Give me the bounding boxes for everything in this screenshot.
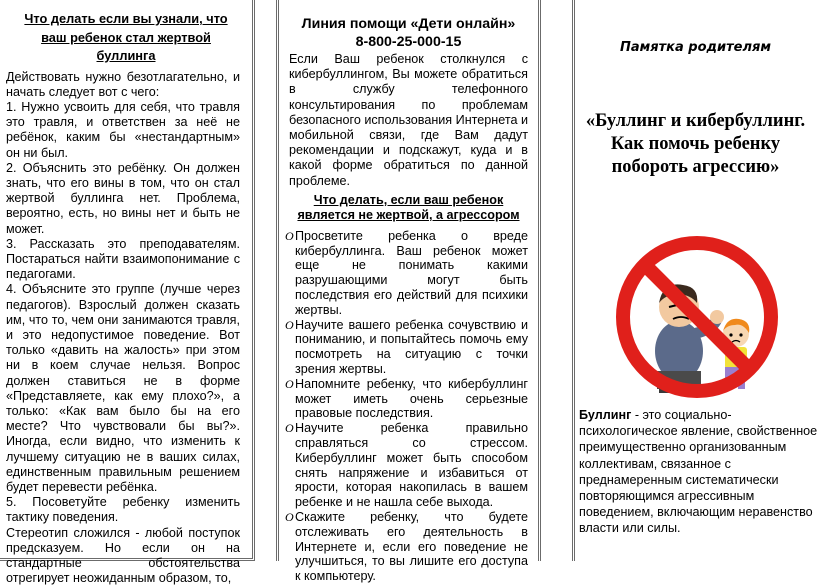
- victim-advice-paragraph: 2. Объяснить это ребёнку. Он должен знать, что его вины в том, что он стал жертвой буллинга нет. Проблема, вероятно, есть, но вины нет и быть не может.: [6, 161, 240, 237]
- victim-advice-paragraph: 1. Нужно усвоить для себя, что травля это травля, и ответствен за неё не ребёнок, каким бы «нестандартным» он ни был.: [6, 100, 240, 161]
- helpline-name: Линия помощи «Дети онлайн»: [285, 15, 532, 33]
- helpline-phone: 8-800-25-000-15: [285, 33, 532, 51]
- bullet-icon: O: [285, 229, 295, 318]
- list-item: [285, 318, 528, 377]
- aggressor-advice-title: Что делать, если ваш ребенок является не жертвой, а агрессором: [289, 193, 528, 223]
- victim-advice-paragraph: 5. Посоветуйте ребенку изменить тактику поведения.: [6, 495, 240, 525]
- list-item-text: Научите ребенка правильно справляться со стрессом. Кибербуллинг может быть способом снять напряжение и избавиться от ярости, которая накопилась в вашем ребенке и не нашла себе выхода.: [295, 421, 528, 510]
- aggressor-advice-list: [285, 229, 528, 584]
- victim-advice-title: Что делать если вы узнали, что ваш ребенок стал жертвой буллинга: [10, 10, 242, 66]
- cover-header: Памятка родителям: [575, 40, 816, 55]
- definition-term: Буллинг: [579, 408, 631, 422]
- victim-advice-paragraph: 4. Объясните это группе (лучше через педагогов). Взрослый должен сказать им, что то, чем они занимаются травля, и это недопустимое поведение. Вот только «давить на жалость» при этом ни в коем случае нельзя. Вопрос должен ставиться не в форме «Представляете, как ему плохо?», а только: «Как вам было бы на его месте? Что чувствовали бы вы?». Иногда, если видно, что изменить к лучшему ситуацию не в ваших силах, единственным правильным решением будет перевести ребёнка.: [6, 282, 240, 495]
- victim-advice-paragraph: Стереотип сложился - любой поступок предсказуем. Но если он на стандартные обстоятельства отрегирует неожиданным образом, то,: [6, 526, 240, 586]
- cover-title: «Буллинг и кибербуллинг. Как помочь ребенку побороть агрессию»: [583, 110, 808, 179]
- victim-advice-paragraph: 3. Рассказать это преподавателям. Постараться найти взаимопонимание с педагогами.: [6, 237, 240, 283]
- panel-victim-advice: [0, 0, 255, 561]
- bullet-icon: O: [285, 377, 295, 421]
- list-item-text: Просветите ребенка о вреде кибербуллинга. Ваш ребенок может еще не понимать какими разрушающими могут быть последствия его действий для психики жертвы.: [295, 229, 528, 318]
- list-item: [285, 421, 528, 510]
- list-item: [285, 510, 528, 584]
- no-bullying-prohibition-sign-icon: [613, 233, 781, 401]
- list-item: [285, 229, 528, 318]
- victim-advice-body: [6, 70, 240, 586]
- list-item-text: Напомните ребенку, что кибербуллинг может иметь очень серьезные правовые последствия.: [295, 377, 528, 421]
- list-item: [285, 377, 528, 421]
- bullet-icon: O: [285, 510, 295, 584]
- list-item-text: Научите вашего ребенка сочувствию и пониманию, и попытайтесь помочь ему посмотреть на ситуацию с точки зрения жертвы.: [295, 318, 528, 377]
- list-item-text: Скажите ребенку, что будете отслеживать его деятельность в Интернете и, если его поведение не улучшиться, то вы лишите его доступа к компьютеру.: [295, 510, 528, 584]
- bullying-definition: [579, 407, 829, 537]
- bullet-icon: O: [285, 318, 295, 377]
- panel-helpline: [276, 0, 541, 561]
- victim-advice-paragraph: Действовать нужно безотлагательно, и начать следует вот с чего:: [6, 70, 240, 100]
- helpline-title: [285, 15, 532, 51]
- helpline-intro: Если Ваш ребенок столкнулся с кибербуллингом, Вы можете обратиться в службу телефонного консультирования по проблемам безопасного использования Интернета и мобильной связи, где Вам дадут рекомендации и подскажут, куда и в какой форме обратиться по данной проблеме.: [289, 52, 528, 189]
- panel-cover: [572, 0, 816, 561]
- bullet-icon: O: [285, 421, 295, 510]
- definition-text: - это социально-психологическое явление, свойственное преимущественно организованным коллективам, связанное с преднамеренным систематически повторяющимся агрессивным поведением, включающим неравенство власти или силы.: [579, 408, 817, 535]
